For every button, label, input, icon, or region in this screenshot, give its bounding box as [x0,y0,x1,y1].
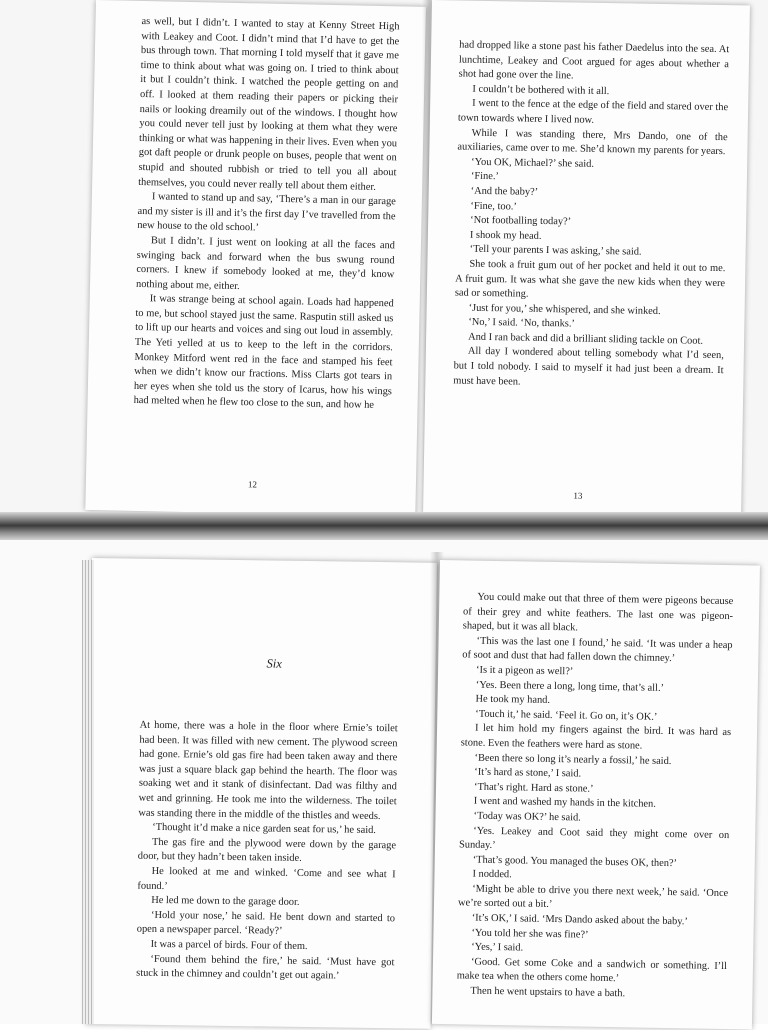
continuation-page [432,560,760,1030]
page-13 [423,0,750,520]
paragraph: ‘Might be able to drive you there next week,’ he said. ‘Once we’re sorted out a bit.’ [457,883,729,911]
paragraph: ‘Hold your nose,’ he said. He bent down and started to open a newspaper parcel. ‘Ready?’ [136,909,396,938]
paragraph: All day I wondered about telling somebody what I’d seen, but I told nobody. I said to myself it had just been a dream. It must have been. [453,346,724,388]
paragraph: ‘That’s right. Hard as stone.’ [473,781,594,795]
paragraph: ‘Not footballing today?’ [470,214,572,228]
paragraph: And I ran back and did a brilliant sliding tackle on Coot. [468,331,704,347]
page-number: 12 [247,479,257,490]
paragraph: It was a parcel of birds. Four of them. [150,938,308,952]
chapter-title: Six [266,656,282,671]
paragraph: At home, there was a hole in the floor where Ernie’s toilet had been. It was filled with new cement. The plywood screen had gone. Ernie’s old gas fire had been taken away and there was just a square black gap behind the hearth. The floor was soaking wet and it stank of disinfectant. Dad was filthy and wet and grinning. He took me into the wilderness. The toilet was standing there in the middle of the thistles and weeds. [138,719,398,822]
paragraph: ‘Been there so long it’s nearly a fossil,’ he said. [474,752,672,767]
page-12-text [133,15,399,414]
paragraph: ‘That’s good. You managed the buses OK, then?’ [472,854,678,869]
chapter-six-text [136,719,398,985]
paragraph: ‘Touch it,’ he said. ‘Feel it. Go on, it’s OK.’ [475,708,658,723]
paragraph: ‘And the baby?’ [470,185,539,198]
paragraph: I nodded. [472,868,512,881]
paragraph: ‘This was the last one I found,’ he said. ‘It was under a heap of soot and dust that had fallen down the chimney.’ [462,635,733,665]
paragraph: ‘Thought it’d make a nice garden seat for us,’ he said. [152,822,377,837]
paragraph: ‘It’s OK,’ I said. ‘Mrs Dando asked about the baby.’ [471,912,688,928]
paragraph: ‘You told her she was fine?’ [471,927,589,941]
page-13-text [453,38,729,393]
page-edges [82,560,94,1024]
paragraph: He looked at me and winked. ‘Come and see what I found.’ [137,865,396,892]
paragraph: ‘Is it a pigeon as well?’ [475,664,574,678]
paragraph: I shook my head. [469,229,542,242]
paragraph: I couldn’t be bothered with it all. [472,83,610,97]
paragraph: I let him hold my fingers against the bird. It was hard as stone. Even the feathers were hard as stone. [460,722,732,752]
paragraph: ‘Found them behind the fire,’ he said. ‘Must have got stuck in the chimney and couldn’t get out again.’ [136,953,395,982]
paragraph: The gas fire and the plywood were down by the garage door, but they hadn’t been taken inside. [137,836,397,865]
paragraph: ‘Yes,’ I said. [471,941,524,954]
paragraph: had dropped like a stone past his father Daedelus into the sea. At lunchtime, Leakey and Coot argued for ages about whether a shot had gone over the line. [458,39,730,82]
paragraph: ‘It’s hard as stone,’ I said. [474,766,582,780]
paragraph: ‘Fine, too.’ [470,200,517,213]
paragraph: ‘Yes. Been there a long, long time, that’s all.’ [475,679,665,694]
bottom-spread [0,540,768,1024]
paragraph: But I didn’t. I just went on looking at all the faces and swinging back and forward when the bus swung round corners. I knew if somebody looked at me, they’d know nothing about me, either. [135,235,396,292]
paragraph: You could make out that three of them were pigeons because of their grey and white feathers. The last one was pigeon-shaped, but it was all black. [462,591,734,634]
paragraph: ‘Yes. Leakey and Coot said they might come over on Sunday.’ [458,825,730,852]
paragraph: ‘No,’ I said. ‘No, thanks.’ [468,316,576,330]
continuation-text [456,590,733,1003]
paragraph: ‘Good. Get some Coke and a sandwich or something. I’ll make tea when the others come home.’ [456,956,728,985]
paragraph: ‘Fine.’ [470,171,500,183]
paragraph: Then he went upstairs to have a bath. [470,985,626,1000]
paragraph: I wanted to stand up and say, ‘There’s a man in our garage and my sister is ill and it’s the first day I’ve travelled from the new house to the old school.’ [137,191,396,234]
paragraph: He took my hand. [475,693,551,707]
paragraph: He led me down to the garage door. [151,894,300,909]
paragraph: While I was standing there, Mrs Dando, one of the auxiliaries, came over to me. She’d known my parents for years. [457,127,728,158]
paragraph: ‘Tell your parents I was asking,’ she said. [469,244,642,259]
paragraph: It was strange being at school again. Loads had happened to me, but school stayed just the same. Rasputin still asked us to lift up our hearts and voices and sing out loud in assembly. The Yeti yelled at us to keep to the left in the corridors. Monkey Mitford went red in the face and stamped his feet when we didn’t know our fractions. Miss Clarts got tears in her eyes when she told us the story of Icarus, how his wings had melted when he flew too close to the sun, and how he [133,293,394,412]
page-12 [85,0,426,517]
chapter-six-page [85,558,436,1029]
paragraph: ‘You OK, Michael?’ she said. [471,156,595,170]
paragraph: ‘Just for you,’ she whispered, and she winked. [468,302,661,317]
paragraph: ‘Today was OK?’ he said. [473,810,581,824]
page-number: 13 [573,490,583,501]
paragraph: I went to the fence at the edge of the field and stared over the town towards where I lived now. [457,98,729,126]
paragraph: She took a fruit gum out of her pocket and held it out to me. A fruit gum. It was what she gave the new kids when they were sad or something. [454,258,726,300]
paragraph: as well, but I didn’t. I wanted to stay at Kenny Street High with Leakey and Coot. I didn’t mind that I’d have to get the bus through town. That morning I told myself that it gave me time to think about what was going on. I tried to think about it but I couldn’t think. I watched the people getting on and off. I looked at them reading their papers or picking their nails or looking dreamily out of the windows. I thought how you could never tell just by looking at them what they were thinking or what was happening in their lives. Even when you got daft people or drunk people on buses, people that went on stupid and shouted rubbish or tried to tell you all about themselves, you could never really tell about them either. [138,15,400,193]
paragraph: I went and washed my hands in the kitchen. [473,795,656,811]
scan-divider [0,512,768,542]
